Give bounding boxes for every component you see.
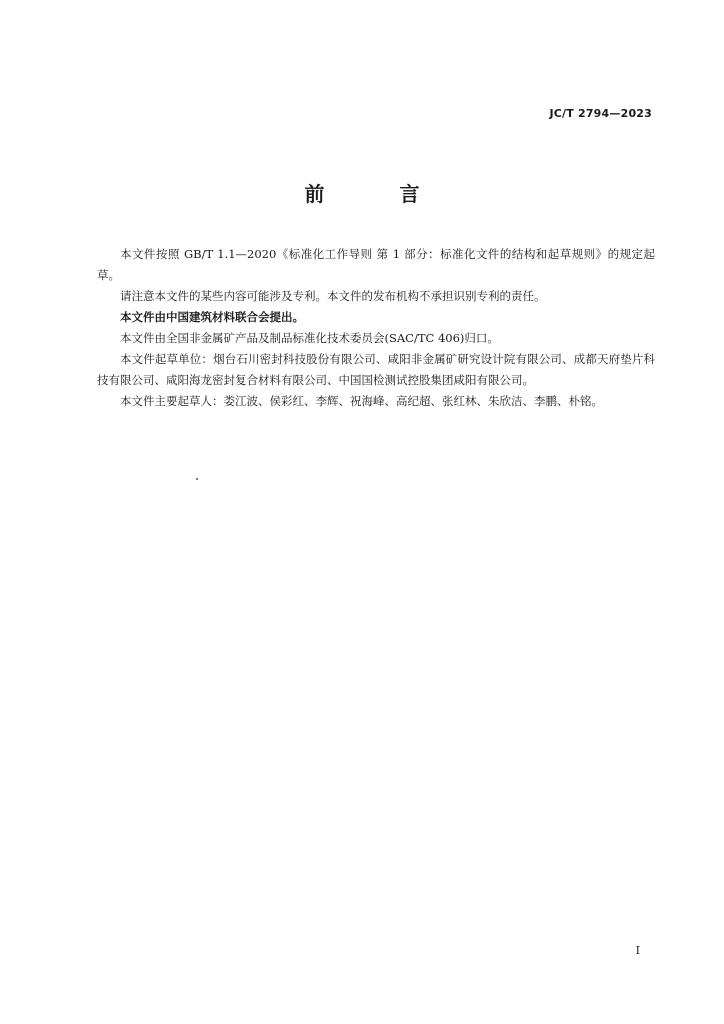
document-code: JC/T 2794—2023 xyxy=(549,107,652,120)
page-title: 前 言 xyxy=(304,182,454,206)
foreword-body xyxy=(97,244,655,412)
paragraph-technical-committee: 本文件由全国非金属矿产品及制品标准化技术委员会(SAC/TC 406)归口。 xyxy=(120,331,499,345)
page-number: I xyxy=(635,944,640,957)
paragraph-drafters: 本文件主要起草人：娄江波、侯彩红、李辉、祝海峰、高纪超、张红林、朱欣洁、李鹏、朴铭。 xyxy=(120,394,603,408)
paragraph-patent-notice: 请注意本文件的某些内容可能涉及专利。本文件的发布机构不承担识别专利的责任。 xyxy=(120,289,546,303)
paragraph-proposer: 本文件由中国建筑材料联合会提出。 xyxy=(120,310,304,324)
stray-dot xyxy=(196,478,198,480)
paragraph-drafting-units: 本文件起草单位：烟台石川密封科技股份有限公司、咸阳非金属矿研究设计院有限公司、成都天府垫片科技有限公司、咸阳海龙密封复合材料有限公司、中国国检测试控股集团咸阳有限公司。 xyxy=(97,352,655,387)
paragraph-drafting-rules: 本文件按照 GB/T 1.1—2020《标准化工作导则 第 1 部分：标准化文件的结构和起草规则》的规定起草。 xyxy=(97,247,655,282)
